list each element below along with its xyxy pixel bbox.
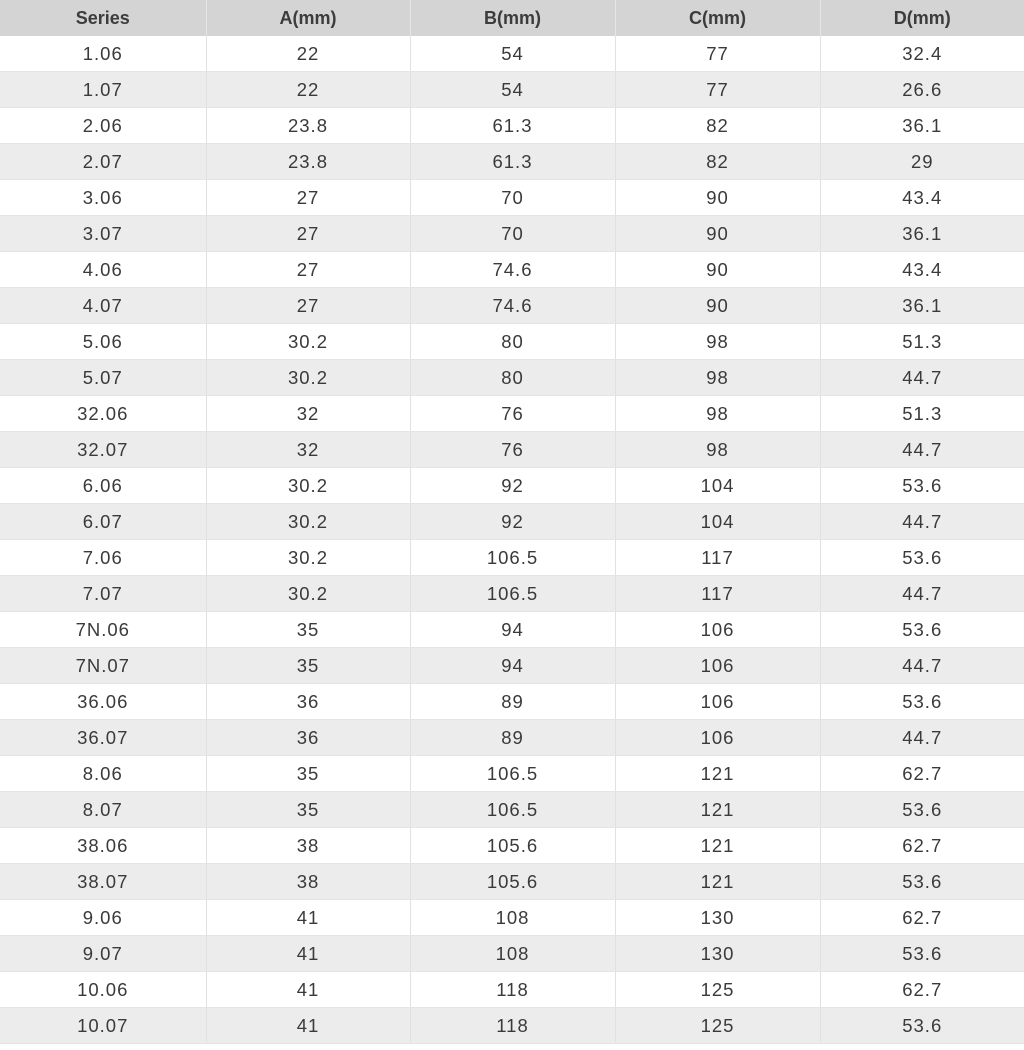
cell-a-mm: 32 xyxy=(206,396,410,432)
cell-d-mm: 44.7 xyxy=(820,432,1024,468)
cell-a-mm: 30.2 xyxy=(206,540,410,576)
cell-b-mm: 108 xyxy=(410,936,615,972)
cell-b-mm: 94 xyxy=(410,648,615,684)
table-row xyxy=(0,828,1024,864)
cell-series: 3.07 xyxy=(0,216,206,252)
header-series: Series xyxy=(0,0,206,36)
cell-series: 7N.07 xyxy=(0,648,206,684)
cell-series: 1.07 xyxy=(0,72,206,108)
cell-series: 3.06 xyxy=(0,180,206,216)
cell-a-mm: 35 xyxy=(206,792,410,828)
cell-a-mm: 35 xyxy=(206,756,410,792)
cell-series: 4.07 xyxy=(0,288,206,324)
cell-series: 32.06 xyxy=(0,396,206,432)
cell-c-mm: 121 xyxy=(615,792,820,828)
cell-a-mm: 30.2 xyxy=(206,504,410,540)
cell-c-mm: 117 xyxy=(615,540,820,576)
cell-series: 10.06 xyxy=(0,972,206,1008)
table-row xyxy=(0,252,1024,288)
cell-b-mm: 106.5 xyxy=(410,756,615,792)
cell-d-mm: 53.6 xyxy=(820,864,1024,900)
cell-c-mm: 90 xyxy=(615,216,820,252)
cell-d-mm: 53.6 xyxy=(820,468,1024,504)
cell-a-mm: 41 xyxy=(206,1008,410,1044)
cell-c-mm: 98 xyxy=(615,396,820,432)
table-row xyxy=(0,900,1024,936)
cell-series: 36.06 xyxy=(0,684,206,720)
table-row xyxy=(0,360,1024,396)
cell-b-mm: 54 xyxy=(410,36,615,72)
cell-b-mm: 92 xyxy=(410,468,615,504)
cell-d-mm: 53.6 xyxy=(820,792,1024,828)
cell-series: 6.07 xyxy=(0,504,206,540)
cell-d-mm: 62.7 xyxy=(820,972,1024,1008)
cell-d-mm: 62.7 xyxy=(820,828,1024,864)
cell-b-mm: 105.6 xyxy=(410,828,615,864)
cell-a-mm: 41 xyxy=(206,972,410,1008)
cell-b-mm: 70 xyxy=(410,216,615,252)
cell-c-mm: 98 xyxy=(615,360,820,396)
cell-c-mm: 121 xyxy=(615,756,820,792)
cell-d-mm: 53.6 xyxy=(820,1008,1024,1044)
cell-a-mm: 38 xyxy=(206,864,410,900)
cell-d-mm: 36.1 xyxy=(820,216,1024,252)
cell-a-mm: 27 xyxy=(206,216,410,252)
cell-c-mm: 121 xyxy=(615,864,820,900)
header-c-mm: C(mm) xyxy=(615,0,820,36)
cell-d-mm: 51.3 xyxy=(820,324,1024,360)
cell-series: 6.06 xyxy=(0,468,206,504)
cell-b-mm: 106.5 xyxy=(410,540,615,576)
cell-series: 38.06 xyxy=(0,828,206,864)
cell-d-mm: 36.1 xyxy=(820,108,1024,144)
cell-b-mm: 61.3 xyxy=(410,108,615,144)
cell-b-mm: 89 xyxy=(410,720,615,756)
cell-b-mm: 105.6 xyxy=(410,864,615,900)
cell-d-mm: 43.4 xyxy=(820,180,1024,216)
table-row xyxy=(0,684,1024,720)
table-row xyxy=(0,432,1024,468)
cell-c-mm: 130 xyxy=(615,936,820,972)
cell-c-mm: 77 xyxy=(615,72,820,108)
cell-series: 1.06 xyxy=(0,36,206,72)
cell-d-mm: 44.7 xyxy=(820,648,1024,684)
cell-series: 5.07 xyxy=(0,360,206,396)
cell-c-mm: 106 xyxy=(615,720,820,756)
cell-d-mm: 44.7 xyxy=(820,720,1024,756)
cell-c-mm: 82 xyxy=(615,144,820,180)
cell-series: 5.06 xyxy=(0,324,206,360)
cell-d-mm: 43.4 xyxy=(820,252,1024,288)
cell-b-mm: 80 xyxy=(410,360,615,396)
table-row xyxy=(0,1008,1024,1044)
cell-a-mm: 27 xyxy=(206,252,410,288)
cell-c-mm: 125 xyxy=(615,972,820,1008)
cell-a-mm: 22 xyxy=(206,72,410,108)
cell-series: 36.07 xyxy=(0,720,206,756)
cell-d-mm: 62.7 xyxy=(820,900,1024,936)
cell-b-mm: 70 xyxy=(410,180,615,216)
cell-a-mm: 30.2 xyxy=(206,324,410,360)
table-row xyxy=(0,72,1024,108)
cell-c-mm: 90 xyxy=(615,288,820,324)
cell-c-mm: 117 xyxy=(615,576,820,612)
cell-d-mm: 32.4 xyxy=(820,36,1024,72)
cell-d-mm: 44.7 xyxy=(820,576,1024,612)
table-row xyxy=(0,396,1024,432)
cell-a-mm: 22 xyxy=(206,36,410,72)
cell-b-mm: 74.6 xyxy=(410,288,615,324)
cell-b-mm: 108 xyxy=(410,900,615,936)
cell-series: 4.06 xyxy=(0,252,206,288)
cell-a-mm: 35 xyxy=(206,648,410,684)
cell-c-mm: 106 xyxy=(615,684,820,720)
cell-b-mm: 118 xyxy=(410,972,615,1008)
cell-a-mm: 30.2 xyxy=(206,576,410,612)
cell-b-mm: 61.3 xyxy=(410,144,615,180)
header-row xyxy=(0,0,1024,36)
table-row xyxy=(0,108,1024,144)
header-d-mm: D(mm) xyxy=(820,0,1024,36)
cell-series: 9.06 xyxy=(0,900,206,936)
cell-series: 8.07 xyxy=(0,792,206,828)
cell-c-mm: 106 xyxy=(615,648,820,684)
cell-a-mm: 32 xyxy=(206,432,410,468)
table-row xyxy=(0,864,1024,900)
cell-b-mm: 92 xyxy=(410,504,615,540)
table-row xyxy=(0,36,1024,72)
cell-a-mm: 41 xyxy=(206,900,410,936)
cell-d-mm: 51.3 xyxy=(820,396,1024,432)
cell-b-mm: 76 xyxy=(410,396,615,432)
cell-d-mm: 53.6 xyxy=(820,936,1024,972)
table-row xyxy=(0,468,1024,504)
cell-d-mm: 36.1 xyxy=(820,288,1024,324)
cell-series: 32.07 xyxy=(0,432,206,468)
cell-b-mm: 106.5 xyxy=(410,792,615,828)
table-row xyxy=(0,180,1024,216)
table-row xyxy=(0,288,1024,324)
table-row xyxy=(0,792,1024,828)
cell-d-mm: 53.6 xyxy=(820,540,1024,576)
table-row xyxy=(0,216,1024,252)
cell-series: 10.07 xyxy=(0,1008,206,1044)
header-b-mm: B(mm) xyxy=(410,0,615,36)
cell-c-mm: 106 xyxy=(615,612,820,648)
table-body xyxy=(0,36,1024,1044)
cell-c-mm: 77 xyxy=(615,36,820,72)
cell-b-mm: 74.6 xyxy=(410,252,615,288)
cell-d-mm: 29 xyxy=(820,144,1024,180)
table-row xyxy=(0,720,1024,756)
cell-series: 7.06 xyxy=(0,540,206,576)
cell-a-mm: 36 xyxy=(206,684,410,720)
table-row xyxy=(0,324,1024,360)
table-row xyxy=(0,612,1024,648)
table-row xyxy=(0,756,1024,792)
cell-series: 9.07 xyxy=(0,936,206,972)
cell-a-mm: 23.8 xyxy=(206,108,410,144)
table-row xyxy=(0,144,1024,180)
cell-c-mm: 82 xyxy=(615,108,820,144)
table-header xyxy=(0,0,1024,36)
table-row xyxy=(0,540,1024,576)
cell-b-mm: 118 xyxy=(410,1008,615,1044)
cell-d-mm: 62.7 xyxy=(820,756,1024,792)
cell-series: 7.07 xyxy=(0,576,206,612)
cell-series: 2.06 xyxy=(0,108,206,144)
cell-b-mm: 54 xyxy=(410,72,615,108)
cell-c-mm: 98 xyxy=(615,432,820,468)
cell-c-mm: 130 xyxy=(615,900,820,936)
cell-c-mm: 104 xyxy=(615,504,820,540)
cell-c-mm: 125 xyxy=(615,1008,820,1044)
table-row xyxy=(0,504,1024,540)
cell-series: 8.06 xyxy=(0,756,206,792)
table-row xyxy=(0,576,1024,612)
table-row xyxy=(0,972,1024,1008)
cell-d-mm: 26.6 xyxy=(820,72,1024,108)
cell-a-mm: 41 xyxy=(206,936,410,972)
cell-a-mm: 35 xyxy=(206,612,410,648)
cell-a-mm: 27 xyxy=(206,180,410,216)
cell-c-mm: 121 xyxy=(615,828,820,864)
cell-b-mm: 106.5 xyxy=(410,576,615,612)
cell-b-mm: 94 xyxy=(410,612,615,648)
cell-c-mm: 90 xyxy=(615,252,820,288)
header-a-mm: A(mm) xyxy=(206,0,410,36)
cell-c-mm: 90 xyxy=(615,180,820,216)
cell-a-mm: 27 xyxy=(206,288,410,324)
cell-a-mm: 30.2 xyxy=(206,360,410,396)
table-row xyxy=(0,648,1024,684)
cell-a-mm: 30.2 xyxy=(206,468,410,504)
cell-series: 2.07 xyxy=(0,144,206,180)
table-row xyxy=(0,936,1024,972)
cell-b-mm: 76 xyxy=(410,432,615,468)
cell-a-mm: 38 xyxy=(206,828,410,864)
cell-a-mm: 23.8 xyxy=(206,144,410,180)
cell-d-mm: 44.7 xyxy=(820,360,1024,396)
cell-a-mm: 36 xyxy=(206,720,410,756)
cell-b-mm: 89 xyxy=(410,684,615,720)
cell-c-mm: 98 xyxy=(615,324,820,360)
cell-d-mm: 53.6 xyxy=(820,684,1024,720)
cell-d-mm: 44.7 xyxy=(820,504,1024,540)
cell-series: 38.07 xyxy=(0,864,206,900)
cell-c-mm: 104 xyxy=(615,468,820,504)
cell-b-mm: 80 xyxy=(410,324,615,360)
cell-d-mm: 53.6 xyxy=(820,612,1024,648)
cell-series: 7N.06 xyxy=(0,612,206,648)
